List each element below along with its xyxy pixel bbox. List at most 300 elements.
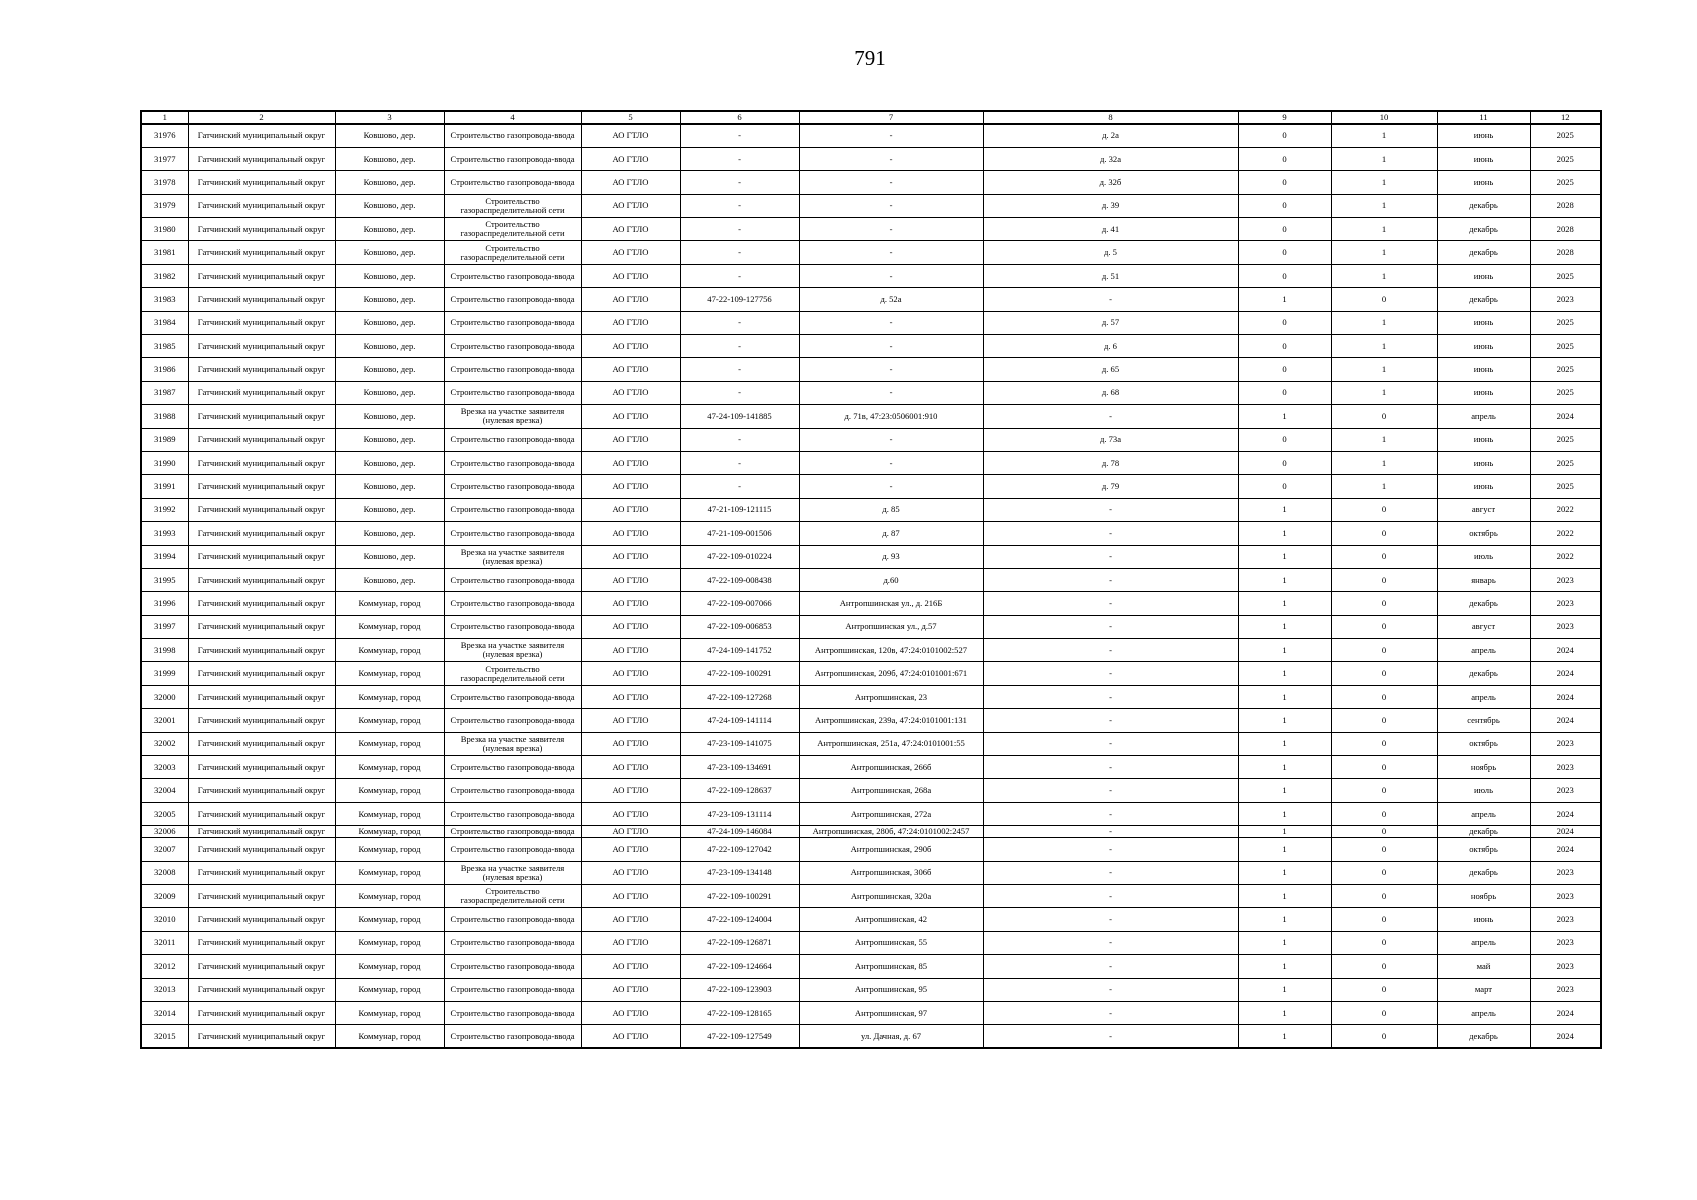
table-cell: - xyxy=(799,124,983,147)
table-cell: 1 xyxy=(1238,288,1331,311)
table-cell: - xyxy=(983,756,1238,779)
table-cell: Антропшинская, 280б, 47:24:0101002:2457 xyxy=(799,826,983,838)
table-cell: 1 xyxy=(1331,475,1437,498)
table-cell: Антропшинская, 268а xyxy=(799,779,983,802)
table-cell: 1 xyxy=(1238,802,1331,825)
table-cell: 1 xyxy=(1331,147,1437,170)
table-cell: Строительство газопровода-ввода xyxy=(444,1001,581,1024)
table-cell: АО ГТЛО xyxy=(581,335,680,358)
table-cell: Ковшово, дер. xyxy=(335,241,444,264)
table-cell: 2022 xyxy=(1530,498,1601,521)
table-cell: АО ГТЛО xyxy=(581,171,680,194)
table-cell: 1 xyxy=(1238,978,1331,1001)
table-cell: 1 xyxy=(1238,826,1331,838)
table-cell: Строительство газопровода-ввода xyxy=(444,264,581,287)
table-cell: Строительство газораспределительной сети xyxy=(444,662,581,685)
table-cell: 1 xyxy=(1238,545,1331,568)
table-cell: Коммунар, город xyxy=(335,685,444,708)
table-cell: 32008 xyxy=(141,861,188,884)
table-cell: - xyxy=(799,311,983,334)
table-cell: Коммунар, город xyxy=(335,709,444,732)
table-cell: 2024 xyxy=(1530,709,1601,732)
table-cell: Коммунар, город xyxy=(335,779,444,802)
table-row xyxy=(141,732,1601,755)
column-header: 8 xyxy=(983,111,1238,124)
table-cell: АО ГТЛО xyxy=(581,662,680,685)
table-row xyxy=(141,498,1601,521)
table-cell: апрель xyxy=(1437,802,1530,825)
table-cell: - xyxy=(983,522,1238,545)
table-cell: 32015 xyxy=(141,1025,188,1048)
table-cell: сентябрь xyxy=(1437,709,1530,732)
table-cell: 31981 xyxy=(141,241,188,264)
table-cell: 31991 xyxy=(141,475,188,498)
table-cell: 1 xyxy=(1238,732,1331,755)
table-cell: август xyxy=(1437,498,1530,521)
table-row xyxy=(141,335,1601,358)
table-cell: Гатчинский муниципальный округ xyxy=(188,568,335,591)
table-cell: Строительство газопровода-ввода xyxy=(444,475,581,498)
table-cell: Антропшинская, 97 xyxy=(799,1001,983,1024)
table-cell: Коммунар, город xyxy=(335,732,444,755)
table-cell: Строительство газопровода-ввода xyxy=(444,685,581,708)
table-cell: Врезка на участке заявителя (нулевая врезка) xyxy=(444,639,581,662)
table-cell: АО ГТЛО xyxy=(581,194,680,217)
table-cell: декабрь xyxy=(1437,592,1530,615)
table-cell: 0 xyxy=(1331,545,1437,568)
table-row xyxy=(141,451,1601,474)
table-cell: октябрь xyxy=(1437,522,1530,545)
table-cell: Врезка на участке заявителя (нулевая врезка) xyxy=(444,732,581,755)
table-cell: 0 xyxy=(1331,931,1437,954)
column-header: 11 xyxy=(1437,111,1530,124)
table-cell: Антропшинская, 209б, 47:24:0101001:671 xyxy=(799,662,983,685)
table-cell: Коммунар, город xyxy=(335,931,444,954)
table-cell: 0 xyxy=(1331,838,1437,861)
table-cell: - xyxy=(680,428,799,451)
table-cell: июнь xyxy=(1437,264,1530,287)
table-cell: 1 xyxy=(1331,311,1437,334)
table-cell: АО ГТЛО xyxy=(581,311,680,334)
table-cell: 2025 xyxy=(1530,147,1601,170)
table-cell: Ковшово, дер. xyxy=(335,335,444,358)
table-cell: 31993 xyxy=(141,522,188,545)
table-cell: Гатчинский муниципальный округ xyxy=(188,522,335,545)
table-cell: 31976 xyxy=(141,124,188,147)
table-cell: 2023 xyxy=(1530,978,1601,1001)
table-cell: Гатчинский муниципальный округ xyxy=(188,955,335,978)
table-cell: ул. Дачная, д. 67 xyxy=(799,1025,983,1048)
table-cell: 47-22-109-008438 xyxy=(680,568,799,591)
table-cell: июль xyxy=(1437,545,1530,568)
table-cell: Ковшово, дер. xyxy=(335,405,444,428)
table-cell: 1 xyxy=(1331,218,1437,241)
table-cell: 1 xyxy=(1331,335,1437,358)
table-cell: март xyxy=(1437,978,1530,1001)
table-cell: - xyxy=(799,194,983,217)
table-cell: д. 78 xyxy=(983,451,1238,474)
table-cell: 0 xyxy=(1238,358,1331,381)
table-cell: - xyxy=(680,358,799,381)
table-cell: Антропшинская ул., д. 216Б xyxy=(799,592,983,615)
table-cell: Строительство газопровода-ввода xyxy=(444,124,581,147)
table-cell: д. 71в, 47:23:0506001:910 xyxy=(799,405,983,428)
table-cell: 0 xyxy=(1331,756,1437,779)
table-cell: Строительство газопровода-ввода xyxy=(444,931,581,954)
table-cell: 0 xyxy=(1238,381,1331,404)
table-row xyxy=(141,802,1601,825)
table-cell: Антропшинская, 266б xyxy=(799,756,983,779)
table-row xyxy=(141,955,1601,978)
table-row xyxy=(141,978,1601,1001)
table-cell: АО ГТЛО xyxy=(581,756,680,779)
table-cell: 47-24-109-141752 xyxy=(680,639,799,662)
column-header: 4 xyxy=(444,111,581,124)
table-cell: 47-22-109-126871 xyxy=(680,931,799,954)
table-cell: 47-22-109-127756 xyxy=(680,288,799,311)
table-cell: - xyxy=(983,826,1238,838)
table-cell: Гатчинский муниципальный округ xyxy=(188,756,335,779)
table-cell: Ковшово, дер. xyxy=(335,358,444,381)
table-row xyxy=(141,615,1601,638)
table-cell: 31978 xyxy=(141,171,188,194)
table-cell: Коммунар, город xyxy=(335,885,444,908)
table-cell: 47-22-109-127549 xyxy=(680,1025,799,1048)
table-cell: 32010 xyxy=(141,908,188,931)
table-cell: Гатчинский муниципальный округ xyxy=(188,405,335,428)
table-cell: АО ГТЛО xyxy=(581,522,680,545)
table-cell: АО ГТЛО xyxy=(581,615,680,638)
table-cell: 47-22-109-100291 xyxy=(680,885,799,908)
table-cell: Ковшово, дер. xyxy=(335,311,444,334)
column-header: 2 xyxy=(188,111,335,124)
table-cell: - xyxy=(983,685,1238,708)
table-cell: Строительство газопровода-ввода xyxy=(444,779,581,802)
table-cell: 2024 xyxy=(1530,639,1601,662)
table-cell: д. 85 xyxy=(799,498,983,521)
table-cell: - xyxy=(983,288,1238,311)
table-cell: - xyxy=(983,732,1238,755)
table-cell: 31992 xyxy=(141,498,188,521)
table-cell: 0 xyxy=(1238,194,1331,217)
table-cell: АО ГТЛО xyxy=(581,709,680,732)
table-cell: 0 xyxy=(1238,428,1331,451)
table-row xyxy=(141,428,1601,451)
table-cell: - xyxy=(799,218,983,241)
table-cell: 32003 xyxy=(141,756,188,779)
table-cell: - xyxy=(983,861,1238,884)
table-cell: октябрь xyxy=(1437,732,1530,755)
table-cell: 1 xyxy=(1331,194,1437,217)
table-cell: 1 xyxy=(1238,615,1331,638)
table-cell: д. 87 xyxy=(799,522,983,545)
table-cell: 31984 xyxy=(141,311,188,334)
table-cell: Коммунар, город xyxy=(335,615,444,638)
table-cell: 2025 xyxy=(1530,381,1601,404)
table-cell: 1 xyxy=(1238,1025,1331,1048)
table-cell: Гатчинский муниципальный округ xyxy=(188,498,335,521)
table-body xyxy=(141,124,1601,1048)
table-cell: 31985 xyxy=(141,335,188,358)
table-cell: 32014 xyxy=(141,1001,188,1024)
table-cell: Антропшинская, 95 xyxy=(799,978,983,1001)
table-cell: апрель xyxy=(1437,639,1530,662)
table-cell: Антропшинская, 272а xyxy=(799,802,983,825)
table-row xyxy=(141,264,1601,287)
column-header: 10 xyxy=(1331,111,1437,124)
table-cell: Коммунар, город xyxy=(335,908,444,931)
table-cell: 31980 xyxy=(141,218,188,241)
table-cell: Ковшово, дер. xyxy=(335,124,444,147)
table-cell: Строительство газопровода-ввода xyxy=(444,311,581,334)
table-cell: 32005 xyxy=(141,802,188,825)
table-cell: Строительство газопровода-ввода xyxy=(444,358,581,381)
table-cell: Антропшинская, 306б xyxy=(799,861,983,884)
table-cell: 1 xyxy=(1238,709,1331,732)
table-cell: Гатчинский муниципальный округ xyxy=(188,592,335,615)
table-cell: ноябрь xyxy=(1437,756,1530,779)
table-cell: Антропшинская, 320а xyxy=(799,885,983,908)
table-cell: апрель xyxy=(1437,685,1530,708)
table-row xyxy=(141,639,1601,662)
table-row xyxy=(141,311,1601,334)
table-cell: 47-22-109-128165 xyxy=(680,1001,799,1024)
table-cell: 47-21-109-001506 xyxy=(680,522,799,545)
table-cell: - xyxy=(680,475,799,498)
table-cell: 2024 xyxy=(1530,1001,1601,1024)
table-cell: АО ГТЛО xyxy=(581,779,680,802)
table-cell: 0 xyxy=(1331,861,1437,884)
table-cell: АО ГТЛО xyxy=(581,861,680,884)
table-cell: 47-22-109-128637 xyxy=(680,779,799,802)
table-cell: - xyxy=(680,194,799,217)
table-cell: Гатчинский муниципальный округ xyxy=(188,475,335,498)
table-cell: 31979 xyxy=(141,194,188,217)
table-cell: 1 xyxy=(1238,405,1331,428)
table-row xyxy=(141,405,1601,428)
table-cell: - xyxy=(799,335,983,358)
table-cell: - xyxy=(983,931,1238,954)
table-cell: - xyxy=(983,978,1238,1001)
table-cell: Ковшово, дер. xyxy=(335,522,444,545)
table-cell: апрель xyxy=(1437,405,1530,428)
table-cell: 0 xyxy=(1331,709,1437,732)
table-cell: Гатчинский муниципальный округ xyxy=(188,147,335,170)
table-cell: Строительство газопровода-ввода xyxy=(444,955,581,978)
table-cell: Строительство газопровода-ввода xyxy=(444,568,581,591)
table-cell: - xyxy=(799,475,983,498)
table-cell: Гатчинский муниципальный округ xyxy=(188,861,335,884)
table-cell: Гатчинский муниципальный округ xyxy=(188,124,335,147)
table-row xyxy=(141,1001,1601,1024)
table-cell: 1 xyxy=(1238,1001,1331,1024)
table-cell: АО ГТЛО xyxy=(581,405,680,428)
table-cell: 47-23-109-134148 xyxy=(680,861,799,884)
table-cell: Гатчинский муниципальный округ xyxy=(188,1025,335,1048)
table-row xyxy=(141,779,1601,802)
table-cell: 1 xyxy=(1238,885,1331,908)
table-row xyxy=(141,826,1601,838)
table-cell: 0 xyxy=(1238,264,1331,287)
table-cell: август xyxy=(1437,615,1530,638)
table-cell: 31998 xyxy=(141,639,188,662)
table-cell: 32000 xyxy=(141,685,188,708)
table-cell: июнь xyxy=(1437,311,1530,334)
table-cell: 31983 xyxy=(141,288,188,311)
table-cell: 1 xyxy=(1238,861,1331,884)
table-cell: 0 xyxy=(1238,335,1331,358)
table-cell: 31990 xyxy=(141,451,188,474)
table-cell: АО ГТЛО xyxy=(581,931,680,954)
table-cell: Ковшово, дер. xyxy=(335,475,444,498)
table-cell: - xyxy=(680,335,799,358)
table-cell: - xyxy=(799,264,983,287)
table-cell: 1 xyxy=(1238,779,1331,802)
table-row xyxy=(141,709,1601,732)
table-cell: Антропшинская, 120в, 47:24:0101002:527 xyxy=(799,639,983,662)
table-row xyxy=(141,885,1601,908)
table-cell: АО ГТЛО xyxy=(581,826,680,838)
table-cell: декабрь xyxy=(1437,218,1530,241)
table-cell: Коммунар, город xyxy=(335,662,444,685)
table-cell: Строительство газопровода-ввода xyxy=(444,1025,581,1048)
table-cell: Коммунар, город xyxy=(335,639,444,662)
column-header: 5 xyxy=(581,111,680,124)
table-cell: - xyxy=(680,311,799,334)
table-cell: Коммунар, город xyxy=(335,861,444,884)
table-cell: Ковшово, дер. xyxy=(335,381,444,404)
table-cell: - xyxy=(983,639,1238,662)
table-cell: АО ГТЛО xyxy=(581,592,680,615)
table-cell: Коммунар, город xyxy=(335,802,444,825)
table-cell: 2023 xyxy=(1530,885,1601,908)
table-cell: Гатчинский муниципальный округ xyxy=(188,451,335,474)
table-cell: 1 xyxy=(1331,451,1437,474)
table-cell: 0 xyxy=(1331,978,1437,1001)
table-cell: Строительство газопровода-ввода xyxy=(444,826,581,838)
table-cell: 2022 xyxy=(1530,522,1601,545)
column-header: 12 xyxy=(1530,111,1601,124)
table-cell: 1 xyxy=(1331,264,1437,287)
table-cell: АО ГТЛО xyxy=(581,885,680,908)
table-cell: - xyxy=(983,568,1238,591)
table-cell: Строительство газопровода-ввода xyxy=(444,522,581,545)
table-cell: - xyxy=(680,241,799,264)
table-cell: 1 xyxy=(1238,592,1331,615)
table-cell: 0 xyxy=(1238,475,1331,498)
table-cell: Гатчинский муниципальный округ xyxy=(188,241,335,264)
table-cell: Гатчинский муниципальный округ xyxy=(188,335,335,358)
table-cell: АО ГТЛО xyxy=(581,264,680,287)
table-cell: АО ГТЛО xyxy=(581,218,680,241)
table-cell: 0 xyxy=(1238,311,1331,334)
table-cell: АО ГТЛО xyxy=(581,288,680,311)
table-cell: 0 xyxy=(1331,955,1437,978)
table-cell: 0 xyxy=(1331,1025,1437,1048)
table-cell: июнь xyxy=(1437,475,1530,498)
table-row xyxy=(141,288,1601,311)
table-cell: Антропшинская, 85 xyxy=(799,955,983,978)
table-cell: 2025 xyxy=(1530,124,1601,147)
table-cell: Гатчинский муниципальный округ xyxy=(188,978,335,1001)
table-cell: 0 xyxy=(1331,802,1437,825)
table-cell: АО ГТЛО xyxy=(581,428,680,451)
table-container xyxy=(140,110,1600,1049)
table-cell: 0 xyxy=(1331,779,1437,802)
table-cell: АО ГТЛО xyxy=(581,978,680,1001)
table-cell: 32002 xyxy=(141,732,188,755)
table-cell: 31997 xyxy=(141,615,188,638)
table-cell: Гатчинский муниципальный округ xyxy=(188,685,335,708)
table-cell: 32011 xyxy=(141,931,188,954)
table-cell: декабрь xyxy=(1437,241,1530,264)
table-cell: Коммунар, город xyxy=(335,838,444,861)
table-cell: 0 xyxy=(1331,685,1437,708)
table-row xyxy=(141,592,1601,615)
table-cell: АО ГТЛО xyxy=(581,802,680,825)
table-row xyxy=(141,381,1601,404)
table-row xyxy=(141,194,1601,217)
table-row xyxy=(141,568,1601,591)
table-cell: 31994 xyxy=(141,545,188,568)
table-cell: 47-21-109-121115 xyxy=(680,498,799,521)
table-cell: Строительство газопровода-ввода xyxy=(444,615,581,638)
table-cell: Строительство газопровода-ввода xyxy=(444,709,581,732)
table-cell: 1 xyxy=(1238,568,1331,591)
table-cell: 47-22-109-006853 xyxy=(680,615,799,638)
table-cell: 0 xyxy=(1331,498,1437,521)
table-cell: июнь xyxy=(1437,147,1530,170)
table-cell: 31988 xyxy=(141,405,188,428)
table-cell: АО ГТЛО xyxy=(581,358,680,381)
table-cell: 2025 xyxy=(1530,451,1601,474)
table-cell: 47-22-109-123903 xyxy=(680,978,799,1001)
table-cell: - xyxy=(680,381,799,404)
table-cell: Строительство газопровода-ввода xyxy=(444,428,581,451)
table-cell: Антропшинская ул., д.57 xyxy=(799,615,983,638)
table-cell: Строительство газопровода-ввода xyxy=(444,171,581,194)
table-cell: Гатчинский муниципальный округ xyxy=(188,381,335,404)
table-row xyxy=(141,545,1601,568)
table-row xyxy=(141,358,1601,381)
table-cell: 31989 xyxy=(141,428,188,451)
table-cell: 47-22-109-127042 xyxy=(680,838,799,861)
table-cell: 0 xyxy=(1238,218,1331,241)
table-cell: д. 52а xyxy=(799,288,983,311)
table-cell: 2023 xyxy=(1530,732,1601,755)
table-cell: д. 32а xyxy=(983,147,1238,170)
table-cell: 2023 xyxy=(1530,288,1601,311)
table-cell: - xyxy=(983,615,1238,638)
data-table xyxy=(140,110,1602,1049)
table-cell: Ковшово, дер. xyxy=(335,194,444,217)
table-cell: 47-22-109-010224 xyxy=(680,545,799,568)
table-cell: д.60 xyxy=(799,568,983,591)
column-header: 3 xyxy=(335,111,444,124)
table-cell: декабрь xyxy=(1437,826,1530,838)
table-cell: 32004 xyxy=(141,779,188,802)
table-cell: Ковшово, дер. xyxy=(335,498,444,521)
table-cell: - xyxy=(983,545,1238,568)
table-cell: д. 73а xyxy=(983,428,1238,451)
table-cell: 2024 xyxy=(1530,405,1601,428)
table-cell: Ковшово, дер. xyxy=(335,218,444,241)
table-cell: - xyxy=(680,124,799,147)
column-header: 6 xyxy=(680,111,799,124)
table-cell: АО ГТЛО xyxy=(581,545,680,568)
table-cell: 0 xyxy=(1331,732,1437,755)
table-cell: 1 xyxy=(1238,756,1331,779)
